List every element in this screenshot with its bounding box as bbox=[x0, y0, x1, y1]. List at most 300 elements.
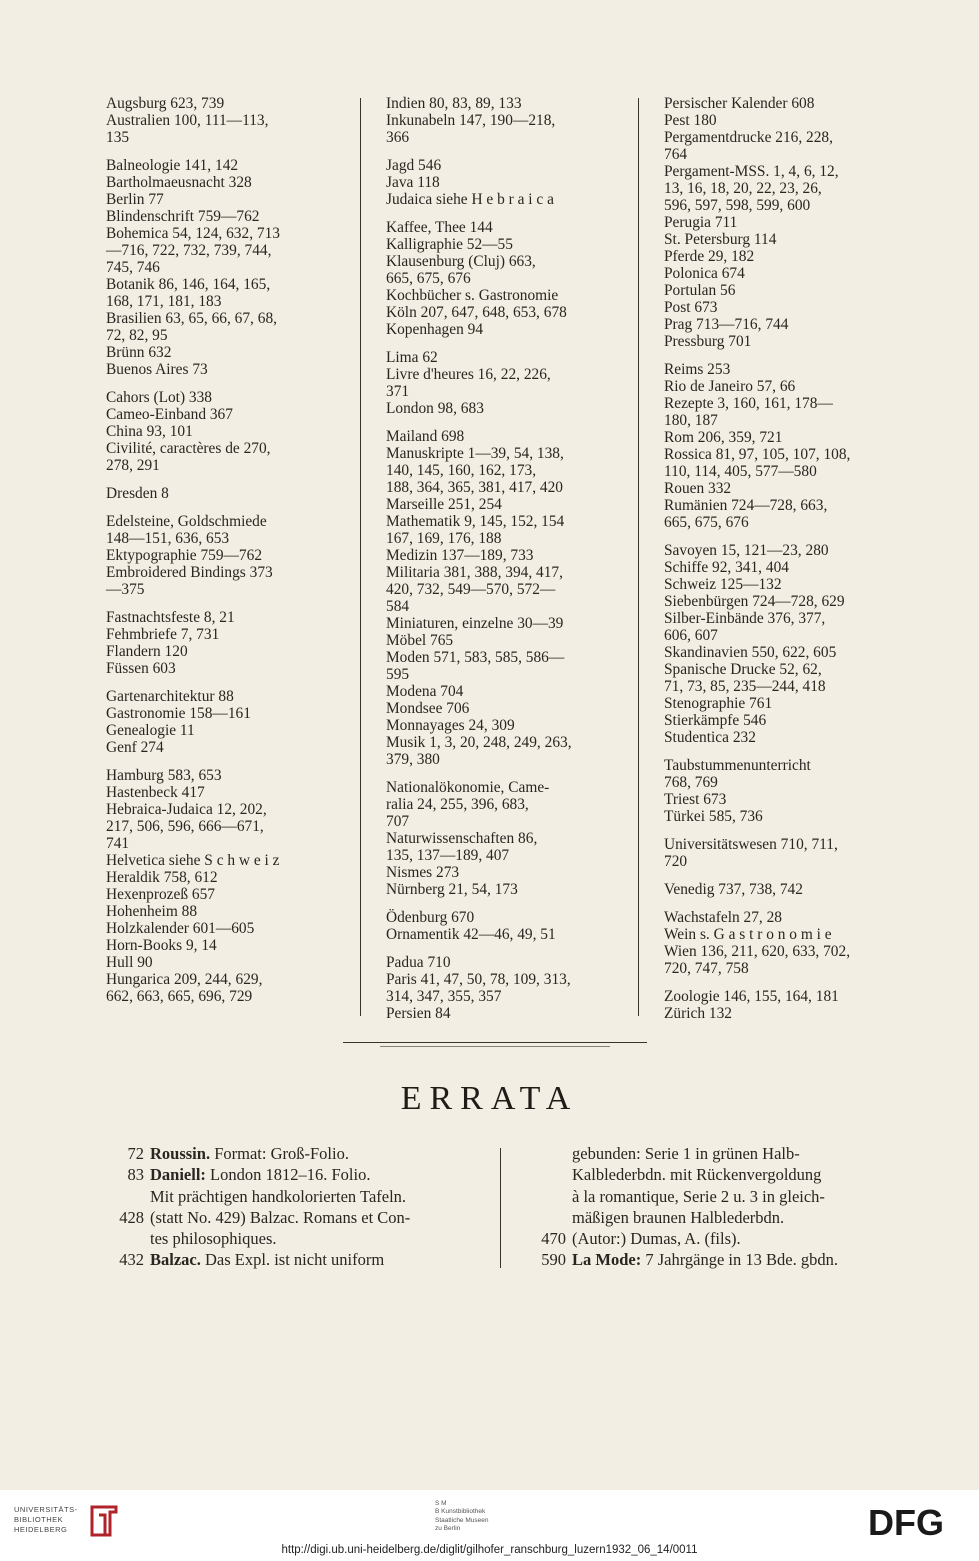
index-entry-line: Blindenschrift 759—762 bbox=[106, 208, 260, 225]
index-entry-line: Skandinavien 550, 622, 605 bbox=[664, 644, 837, 661]
index-entry bbox=[386, 864, 622, 881]
index-entry-line: Holzkalender 601—605 bbox=[106, 920, 255, 937]
errata-bold-title: La Mode: bbox=[572, 1250, 642, 1270]
index-entry bbox=[106, 361, 342, 378]
errata-row bbox=[100, 1249, 485, 1270]
errata-text bbox=[150, 1143, 485, 1164]
index-entry bbox=[106, 705, 342, 722]
index-entry-line: Spanische Drucke 52, 62, bbox=[664, 661, 822, 678]
index-entry-line: Stierkämpfe 546 bbox=[664, 712, 767, 729]
index-entry-line: Hohenheim 88 bbox=[106, 903, 198, 920]
index-entry bbox=[106, 547, 342, 564]
index-entry bbox=[386, 547, 622, 564]
index-entry-line: 13, 16, 18, 20, 22, 23, 26, bbox=[664, 180, 822, 197]
index-entry-line: Mondsee 706 bbox=[386, 700, 470, 717]
index-entry bbox=[664, 808, 900, 825]
index-entry-line: Manuskripte 1—39, 54, 138, bbox=[386, 445, 564, 462]
index-column-3 bbox=[664, 95, 900, 1033]
index-entry bbox=[106, 660, 342, 677]
index-entry bbox=[386, 236, 622, 253]
errata-row bbox=[100, 1143, 485, 1164]
index-entry-line: 707 bbox=[386, 813, 410, 830]
index-entry-line: Rezepte 3, 160, 161, 178— bbox=[664, 395, 833, 412]
index-letter-group bbox=[664, 361, 900, 531]
errata-body: gebunden: Serie 1 in grünen Halb- bbox=[572, 1144, 800, 1163]
index-entry-line: Horn-Books 9, 14 bbox=[106, 937, 217, 954]
index-entry-line: Hull 90 bbox=[106, 954, 153, 971]
index-entry-line: Jagd 546 bbox=[386, 157, 442, 174]
index-entry bbox=[664, 214, 900, 231]
errata-row bbox=[522, 1228, 902, 1249]
index-letter-group bbox=[386, 954, 622, 1022]
index-letter-group bbox=[386, 95, 622, 146]
index-entry-line: Kaffee, Thee 144 bbox=[386, 219, 493, 236]
errata-text bbox=[572, 1228, 902, 1249]
index-entry-line: 168, 171, 181, 183 bbox=[106, 293, 222, 310]
index-entry-line: Hastenbeck 417 bbox=[106, 784, 205, 801]
index-entry-line: Judaica siehe H e b r a i c a bbox=[386, 191, 554, 208]
errata-body: (statt No. 429) Balzac. Romans et Con- bbox=[150, 1207, 411, 1227]
index-entry-line: 371 bbox=[386, 383, 410, 400]
index-entry bbox=[664, 129, 900, 163]
index-entry bbox=[106, 626, 342, 643]
index-entry bbox=[106, 643, 342, 660]
index-entry bbox=[386, 1005, 622, 1022]
index-entry bbox=[664, 395, 900, 429]
index-entry-line: Bartholmaeusnacht 328 bbox=[106, 174, 252, 191]
index-entry-line: Miniaturen, einzelne 30—39 bbox=[386, 615, 564, 632]
index-entry-line: Botanik 86, 146, 164, 165, bbox=[106, 276, 271, 293]
index-entry-line: Cameo-Einband 367 bbox=[106, 406, 233, 423]
index-letter-group bbox=[106, 389, 342, 474]
index-entry bbox=[664, 1005, 900, 1022]
index-entry-line: Heraldik 758, 612 bbox=[106, 869, 218, 886]
index-entry bbox=[386, 287, 622, 304]
index-entry-line: Pergamentdrucke 216, 228, bbox=[664, 129, 833, 146]
index-entry-line: 745, 746 bbox=[106, 259, 160, 276]
index-entry bbox=[664, 361, 900, 378]
index-entry-line: 188, 364, 365, 381, 417, 420 bbox=[386, 479, 563, 496]
index-entry-line: Ektypographie 759—762 bbox=[106, 547, 263, 564]
index-entry bbox=[106, 95, 342, 112]
index-entry-line: Brasilien 63, 65, 66, 67, 68, bbox=[106, 310, 277, 327]
index-entry-line: St. Petersburg 114 bbox=[664, 231, 777, 248]
index-entry-line: Wein s. G a s t r o n o m i e bbox=[664, 926, 832, 943]
errata-row bbox=[522, 1249, 902, 1270]
index-entry bbox=[386, 954, 622, 971]
index-entry-line: Rumänien 724—728, 663, bbox=[664, 497, 828, 514]
index-entry bbox=[664, 333, 900, 350]
errata-text bbox=[150, 1164, 485, 1185]
errata-body: Format: Groß-Folio. bbox=[210, 1144, 349, 1163]
errata-row bbox=[522, 1186, 902, 1207]
index-entry-line: Studentica 232 bbox=[664, 729, 756, 746]
index-entry bbox=[106, 112, 342, 146]
errata-row bbox=[100, 1186, 485, 1207]
index-entry bbox=[106, 157, 342, 174]
index-entry bbox=[664, 712, 900, 729]
index-letter-group bbox=[106, 95, 342, 146]
index-entry bbox=[386, 649, 622, 683]
index-entry bbox=[664, 316, 900, 333]
errata-bold-title: Balzac. bbox=[150, 1250, 201, 1270]
index-entry-line: Portulan 56 bbox=[664, 282, 736, 299]
index-entry-line: Inkunabeln 147, 190—218, bbox=[386, 112, 556, 129]
errata-divider bbox=[500, 1148, 501, 1268]
index-entry-line: Rio de Janeiro 57, 66 bbox=[664, 378, 796, 395]
index-entry-line: Padua 710 bbox=[386, 954, 451, 971]
errata-text bbox=[572, 1249, 902, 1270]
index-entry bbox=[386, 304, 622, 321]
index-entry-line: Möbel 765 bbox=[386, 632, 454, 649]
index-entry-line: Indien 80, 83, 89, 133 bbox=[386, 95, 522, 112]
index-entry-line: 595 bbox=[386, 666, 410, 683]
index-column-2 bbox=[386, 95, 622, 1033]
index-entry-line: 665, 675, 676 bbox=[664, 514, 749, 531]
index-entry bbox=[386, 366, 622, 400]
index-entry-line: Gastronomie 158—161 bbox=[106, 705, 251, 722]
index-entry bbox=[386, 734, 622, 768]
errata-body: mäßigen braunen Halblederbdn. bbox=[572, 1207, 785, 1227]
index-entry-line: Post 673 bbox=[664, 299, 718, 316]
index-entry bbox=[664, 644, 900, 661]
index-entry bbox=[664, 95, 900, 112]
index-entry-line: Nationalökonomie, Came- bbox=[386, 779, 550, 796]
index-entry bbox=[664, 909, 900, 926]
index-entry-line: Taubstummenunterricht bbox=[664, 757, 811, 774]
index-entry-line: Genf 274 bbox=[106, 739, 164, 756]
index-entry-line: Embroidered Bindings 373 bbox=[106, 564, 273, 581]
index-entry bbox=[106, 869, 342, 886]
index-entry-line: Militaria 381, 388, 394, 417, bbox=[386, 564, 563, 581]
index-entry bbox=[386, 157, 622, 174]
heidelberg-library-logo-icon[interactable] bbox=[88, 1503, 122, 1539]
index-entry-line: Venedig 737, 738, 742 bbox=[664, 881, 803, 898]
index-entry-line: Civilité, caractères de 270, bbox=[106, 440, 271, 457]
index-entry bbox=[664, 610, 900, 644]
index-entry bbox=[106, 208, 342, 225]
index-entry-line: Nismes 273 bbox=[386, 864, 460, 881]
index-entry-line: 140, 145, 160, 162, 173, bbox=[386, 462, 537, 479]
errata-body: tes philosophiques. bbox=[150, 1229, 277, 1249]
index-entry-line: Polonica 674 bbox=[664, 265, 745, 282]
dfg-logo-icon[interactable] bbox=[868, 1506, 968, 1540]
errata-text bbox=[572, 1207, 902, 1228]
index-entry-line: Perugia 711 bbox=[664, 214, 738, 231]
index-entry bbox=[106, 276, 342, 310]
errata-body: Mit prächtigen handkolorierten Tafeln. bbox=[150, 1186, 407, 1206]
index-entry-line: 379, 380 bbox=[386, 751, 440, 768]
index-entry-line: 366 bbox=[386, 129, 410, 146]
index-entry-line: 314, 347, 355, 357 bbox=[386, 988, 502, 1005]
index-entry bbox=[664, 559, 900, 576]
index-letter-group bbox=[386, 157, 622, 208]
index-entry bbox=[664, 988, 900, 1005]
index-entry-line: 180, 187 bbox=[664, 412, 718, 429]
index-entry bbox=[106, 440, 342, 474]
index-entry-line: Siebenbürgen 724—728, 629 bbox=[664, 593, 845, 610]
index-letter-group bbox=[664, 95, 900, 350]
index-entry bbox=[106, 886, 342, 903]
errata-row bbox=[100, 1207, 485, 1228]
errata-body: à la romantique, Serie 2 u. 3 in gleich- bbox=[572, 1186, 825, 1206]
index-entry-line: Reims 253 bbox=[664, 361, 731, 378]
index-entry-line: Kalligraphie 52—55 bbox=[386, 236, 513, 253]
index-entry bbox=[386, 779, 622, 830]
index-entry bbox=[664, 446, 900, 480]
index-letter-group bbox=[106, 157, 342, 378]
index-entry-line: Livre d'heures 16, 22, 226, bbox=[386, 366, 551, 383]
errata-number: 590 bbox=[541, 1250, 566, 1270]
index-entry bbox=[664, 542, 900, 559]
index-entry-line: Nürnberg 21, 54, 173 bbox=[386, 881, 518, 898]
index-letter-group bbox=[106, 688, 342, 756]
index-entry-line: 278, 291 bbox=[106, 457, 160, 474]
section-divider-thin bbox=[380, 1046, 610, 1047]
index-entry-line: 741 bbox=[106, 835, 130, 852]
index-entry-line: Buenos Aires 73 bbox=[106, 361, 208, 378]
index-entry-line: Hexenprozeß 657 bbox=[106, 886, 215, 903]
errata-bold-title: Roussin. bbox=[150, 1144, 211, 1163]
index-entry-line: Schweiz 125—132 bbox=[664, 576, 782, 593]
errata-text bbox=[572, 1143, 902, 1164]
index-entry bbox=[386, 513, 622, 547]
index-entry-line: ralia 24, 255, 396, 683, bbox=[386, 796, 529, 813]
index-entry bbox=[664, 729, 900, 746]
index-entry-line: Ornamentik 42—46, 49, 51 bbox=[386, 926, 556, 943]
index-entry-line: Hebraica-Judaica 12, 202, bbox=[106, 801, 267, 818]
index-entry-line: Fastnachtsfeste 8, 21 bbox=[106, 609, 235, 626]
index-entry bbox=[664, 881, 900, 898]
index-entry bbox=[664, 282, 900, 299]
index-entry-line: Hamburg 583, 653 bbox=[106, 767, 222, 784]
index-entry-line: Flandern 120 bbox=[106, 643, 188, 660]
index-entry-line: Augsburg 623, 739 bbox=[106, 95, 225, 112]
index-entry bbox=[664, 497, 900, 531]
index-letter-group bbox=[664, 836, 900, 870]
index-entry bbox=[386, 174, 622, 191]
index-entry bbox=[664, 791, 900, 808]
index-entry bbox=[106, 423, 342, 440]
index-entry-line: London 98, 683 bbox=[386, 400, 484, 417]
index-entry-line: 768, 769 bbox=[664, 774, 718, 791]
index-entry-line: —375 bbox=[106, 581, 145, 598]
index-entry-line: Marseille 251, 254 bbox=[386, 496, 502, 513]
errata-number: 428 bbox=[119, 1207, 144, 1227]
index-letter-group bbox=[664, 988, 900, 1022]
errata-text bbox=[572, 1186, 902, 1207]
library-name[interactable]: UNIVERSITÄTS- BIBLIOTHEK HEIDELBERG bbox=[14, 1505, 78, 1534]
index-entry bbox=[386, 881, 622, 898]
index-entry bbox=[106, 485, 342, 502]
index-entry-line: 596, 597, 598, 599, 600 bbox=[664, 197, 811, 214]
index-entry-line: Mailand 698 bbox=[386, 428, 465, 445]
section-divider bbox=[343, 1042, 647, 1043]
index-entry bbox=[106, 191, 342, 208]
index-entry bbox=[106, 564, 342, 598]
errata-row bbox=[522, 1164, 902, 1185]
index-entry-line: 662, 663, 665, 696, 729 bbox=[106, 988, 253, 1005]
index-entry-line: Cahors (Lot) 338 bbox=[106, 389, 213, 406]
index-entry-line: Wachstafeln 27, 28 bbox=[664, 909, 782, 926]
index-entry bbox=[106, 174, 342, 191]
index-entry bbox=[106, 406, 342, 423]
index-entry bbox=[106, 937, 342, 954]
index-entry-line: Lima 62 bbox=[386, 349, 438, 366]
index-entry bbox=[386, 321, 622, 338]
index-entry bbox=[106, 801, 342, 852]
index-entry bbox=[386, 717, 622, 734]
index-entry-line: Medizin 137—189, 733 bbox=[386, 547, 534, 564]
index-entry-line: Genealogie 11 bbox=[106, 722, 195, 739]
index-entry bbox=[386, 428, 622, 445]
index-entry-line: Prag 713—716, 744 bbox=[664, 316, 789, 333]
index-entry-line: Helvetica siehe S c h w e i z bbox=[106, 852, 280, 869]
errata-number: 72 bbox=[127, 1144, 144, 1163]
index-entry bbox=[664, 429, 900, 446]
index-letter-group bbox=[386, 219, 622, 338]
index-entry-line: Persischer Kalender 608 bbox=[664, 95, 815, 112]
index-entry-line: Mathematik 9, 145, 152, 154 bbox=[386, 513, 565, 530]
index-letter-group bbox=[664, 881, 900, 898]
index-entry-line: Java 118 bbox=[386, 174, 440, 191]
index-entry-line: Persien 84 bbox=[386, 1005, 451, 1022]
index-entry bbox=[386, 909, 622, 926]
index-entry bbox=[106, 688, 342, 705]
errata-bold-title: Daniell: bbox=[150, 1165, 206, 1185]
index-entry bbox=[386, 496, 622, 513]
page-url[interactable]: http://digi.ub.uni-heidelberg.de/diglit/gilhofer_ranschburg_luzern1932_06_14/0011 bbox=[281, 1544, 698, 1556]
index-entry bbox=[106, 609, 342, 626]
index-entry-line: Balneologie 141, 142 bbox=[106, 157, 239, 174]
index-entry-line: Pressburg 701 bbox=[664, 333, 752, 350]
index-entry bbox=[106, 852, 342, 869]
index-entry bbox=[664, 836, 900, 870]
index-entry-line: Wien 136, 211, 620, 633, 702, bbox=[664, 943, 851, 960]
index-letter-group bbox=[664, 757, 900, 825]
index-letter-group bbox=[386, 428, 622, 768]
index-entry-line: 720, 747, 758 bbox=[664, 960, 749, 977]
index-entry bbox=[664, 661, 900, 695]
index-entry-line: Zoologie 146, 155, 164, 181 bbox=[664, 988, 839, 1005]
index-entry-line: 167, 169, 176, 188 bbox=[386, 530, 502, 547]
index-entry-line: Australien 100, 111—113, bbox=[106, 112, 269, 129]
index-entry bbox=[386, 971, 622, 1005]
index-entry-line: 606, 607 bbox=[664, 627, 718, 644]
index-letter-group bbox=[106, 485, 342, 502]
errata-number: 470 bbox=[541, 1229, 566, 1249]
index-entry-line: Köln 207, 647, 648, 653, 678 bbox=[386, 304, 567, 321]
index-entry-line: Naturwissenschaften 86, bbox=[386, 830, 538, 847]
index-entry-line: Hungarica 209, 244, 629, bbox=[106, 971, 263, 988]
index-entry-line: Klausenburg (Cluj) 663, bbox=[386, 253, 536, 270]
index-entry bbox=[664, 480, 900, 497]
index-entry bbox=[664, 299, 900, 316]
index-entry bbox=[664, 248, 900, 265]
errata-text bbox=[150, 1249, 485, 1270]
index-entry-line: Edelsteine, Goldschmiede bbox=[106, 513, 267, 530]
index-entry-line: 148—151, 636, 653 bbox=[106, 530, 230, 547]
index-entry-line: China 93, 101 bbox=[106, 423, 193, 440]
errata-number: 432 bbox=[119, 1250, 144, 1270]
index-entry-line: Schiffe 92, 341, 404 bbox=[664, 559, 789, 576]
index-letter-group bbox=[106, 767, 342, 1005]
errata-heading: ERRATA bbox=[400, 1080, 579, 1117]
index-entry bbox=[386, 632, 622, 649]
index-entry-line: Universitätswesen 710, 711, bbox=[664, 836, 838, 853]
index-entry-line: Berlin 77 bbox=[106, 191, 164, 208]
index-entry bbox=[106, 784, 342, 801]
index-entry-line: Füssen 603 bbox=[106, 660, 176, 677]
index-letter-group bbox=[106, 513, 342, 598]
index-entry-line: Modena 704 bbox=[386, 683, 464, 700]
index-entry-line: Dresden 8 bbox=[106, 485, 169, 502]
index-entry bbox=[664, 163, 900, 214]
index-entry bbox=[664, 265, 900, 282]
index-entry-line: Monnayages 24, 309 bbox=[386, 717, 515, 734]
index-entry bbox=[106, 739, 342, 756]
kunstbibliothek-stamp: S M B Kunstbibliothek Staatliche Museen zu Berlin bbox=[435, 1500, 489, 1533]
index-entry bbox=[664, 112, 900, 129]
index-entry-line: Rom 206, 359, 721 bbox=[664, 429, 783, 446]
errata-row bbox=[100, 1228, 485, 1249]
index-entry bbox=[386, 700, 622, 717]
index-entry-line: Fehmbriefe 7, 731 bbox=[106, 626, 220, 643]
index-letter-group bbox=[664, 542, 900, 746]
index-entry-line: 110, 114, 405, 577—580 bbox=[664, 463, 817, 480]
errata-column-right bbox=[522, 1143, 902, 1271]
index-entry-line: Silber-Einbände 376, 377, bbox=[664, 610, 826, 627]
index-entry-line: 71, 73, 85, 235—244, 418 bbox=[664, 678, 826, 695]
svg-text:DFG: DFG bbox=[868, 1506, 944, 1540]
index-entry bbox=[106, 920, 342, 937]
index-entry bbox=[106, 903, 342, 920]
index-entry-line: —716, 722, 732, 739, 744, bbox=[106, 242, 272, 259]
index-entry bbox=[106, 389, 342, 406]
index-entry bbox=[664, 231, 900, 248]
errata-body: Kalblederbdn. mit Rückenvergoldung bbox=[572, 1165, 822, 1185]
index-entry-line: Rouen 332 bbox=[664, 480, 732, 497]
index-entry bbox=[386, 445, 622, 496]
index-entry bbox=[664, 695, 900, 712]
errata-number: 83 bbox=[127, 1165, 144, 1185]
index-entry-line: Gartenarchitektur 88 bbox=[106, 688, 234, 705]
index-entry-line: 665, 675, 676 bbox=[386, 270, 471, 287]
index-entry bbox=[664, 593, 900, 610]
index-entry bbox=[106, 310, 342, 344]
errata-body: (Autor:) Dumas, A. (fils). bbox=[572, 1229, 741, 1249]
index-entry bbox=[664, 926, 900, 943]
index-entry-line: Moden 571, 583, 585, 586— bbox=[386, 649, 565, 666]
index-entry-line: Kochbücher s. Gastronomie bbox=[386, 287, 559, 304]
index-entry-line: Kopenhagen 94 bbox=[386, 321, 484, 338]
index-entry-line: Zürich 132 bbox=[664, 1005, 732, 1022]
errata-body: Das Expl. ist nicht uniform bbox=[200, 1250, 385, 1270]
index-entry-line: 764 bbox=[664, 146, 688, 163]
errata-body: London 1812–16. Folio. bbox=[205, 1165, 371, 1185]
index-entry-line: 72, 82, 95 bbox=[106, 327, 168, 344]
index-entry bbox=[386, 112, 622, 146]
index-entry bbox=[386, 95, 622, 112]
index-entry bbox=[106, 344, 342, 361]
index-letter-group bbox=[386, 909, 622, 943]
index-entry bbox=[386, 926, 622, 943]
column-divider bbox=[360, 98, 361, 1016]
index-entry-line: Rossica 81, 97, 105, 107, 108, bbox=[664, 446, 851, 463]
errata-text bbox=[150, 1207, 485, 1228]
index-entry bbox=[386, 349, 622, 366]
index-entry-line: Ödenburg 670 bbox=[386, 909, 475, 926]
